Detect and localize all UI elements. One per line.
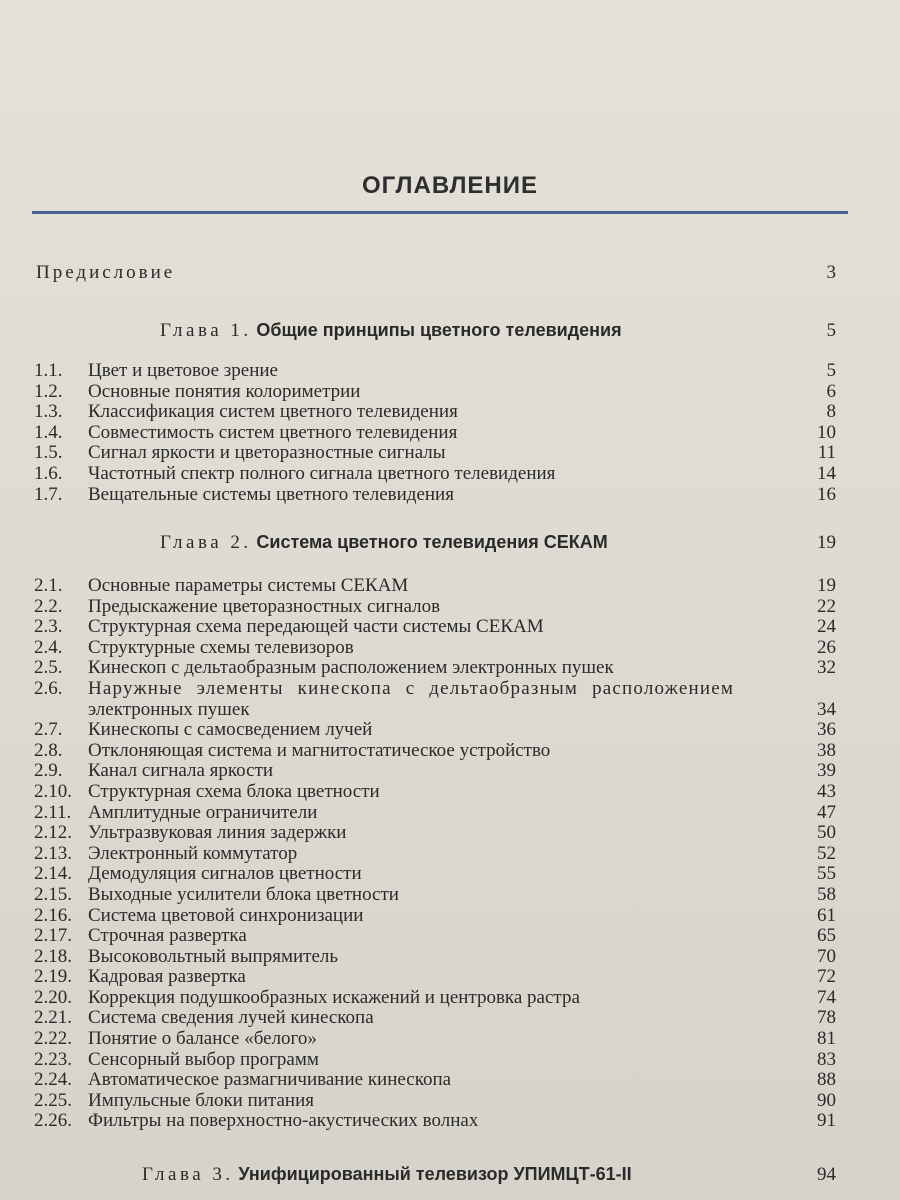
section-page: 43: [817, 780, 836, 802]
section-page: 70: [817, 945, 836, 967]
toc-row: [0, 485, 900, 506]
section-title: Отклоняющая система и магнитостатическое устройство: [88, 739, 551, 761]
section-number: 2.1.: [34, 575, 63, 596]
section-number: 2.24.: [34, 1069, 72, 1091]
page-title: ОГЛАВЛЕНИЕ: [361, 172, 539, 199]
section-number: 1.6.: [34, 462, 63, 484]
toc-row: [0, 1050, 900, 1071]
section-title: Сигнал яркости и цветоразностные сигналы: [88, 442, 446, 464]
section-number: 2.7.: [34, 719, 63, 741]
chapter-1-sections: [0, 361, 900, 505]
section-page: 16: [817, 483, 836, 505]
chapter-prefix: Глава 2.: [160, 532, 252, 553]
chapter-name: Общие принципы цветного телевидения: [256, 320, 622, 340]
section-title: Понятие о балансе «белого»: [88, 1028, 317, 1050]
toc-row: [0, 906, 900, 927]
section-number: 2.19.: [34, 966, 72, 988]
section-number: 1.3.: [34, 401, 63, 423]
section-number: 2.21.: [34, 1007, 72, 1029]
section-title: Частотный спектр полного сигнала цветного телевидения: [88, 462, 556, 484]
preface-label: Предисловие: [36, 262, 176, 283]
chapter-page: 19: [817, 532, 836, 553]
chapter-page: 5: [826, 320, 836, 341]
section-number: 2.11.: [34, 801, 72, 823]
section-number: 2.6.: [34, 677, 63, 699]
chapter-name: Система цветного телевидения СЕКАМ: [256, 532, 608, 552]
section-page: 88: [817, 1069, 836, 1091]
section-page: 8: [826, 401, 836, 423]
section-page: 32: [817, 657, 836, 679]
toc-row: [0, 823, 900, 844]
section-title: Фильтры на поверхностно-акустических волнах: [88, 1110, 479, 1132]
section-title: Структурная схема блока цветности: [88, 780, 380, 802]
section-page: 83: [817, 1048, 836, 1070]
section-number: 2.13.: [34, 842, 72, 864]
toc-row: [0, 443, 900, 464]
section-page: 22: [817, 595, 836, 617]
section-page: 72: [817, 966, 836, 988]
section-page: 81: [817, 1028, 836, 1050]
section-page: 39: [817, 760, 836, 782]
section-page: 19: [817, 575, 836, 596]
section-page: 50: [817, 822, 836, 844]
title-underline: [32, 211, 848, 214]
section-page: 55: [817, 863, 836, 885]
section-number: 2.17.: [34, 925, 72, 947]
toc-row: [0, 361, 900, 382]
section-title: Предыскажение цветоразностных сигналов: [88, 595, 441, 617]
section-title: Ультразвуковая линия задержки: [88, 822, 347, 844]
section-page: 34: [817, 698, 836, 720]
section-page: 36: [817, 719, 836, 741]
section-number: 2.8.: [34, 739, 63, 761]
section-page: 58: [817, 883, 836, 905]
section-page: 10: [817, 421, 836, 443]
section-page: 38: [817, 739, 836, 761]
section-title: Классификация систем цветного телевидения: [88, 401, 458, 423]
section-page: 26: [817, 636, 836, 658]
toc-row: [0, 988, 900, 1009]
chapter-name: Унифицированный телевизор УПИМЦТ-61-II: [238, 1164, 632, 1184]
section-title: Автоматическое размагничивание кинескопа: [88, 1069, 452, 1091]
section-title: Амплитудные ограничители: [88, 801, 318, 823]
section-title: Структурная схема передающей части системы СЕКАМ: [88, 616, 544, 638]
section-number: 2.22.: [34, 1028, 72, 1050]
section-number: 1.5.: [34, 442, 63, 464]
section-number: 2.3.: [34, 616, 63, 638]
section-number: 2.12.: [34, 822, 72, 844]
section-page: 91: [817, 1110, 836, 1132]
section-page: 24: [817, 616, 836, 638]
section-title: Система цветовой синхронизации: [88, 904, 364, 926]
toc-row: [0, 926, 900, 947]
toc-row: [0, 658, 900, 679]
section-page: 5: [826, 360, 836, 381]
toc-row: [0, 720, 900, 741]
chapter-prefix: Глава 1.: [160, 320, 252, 341]
section-title: Основные параметры системы СЕКАМ: [88, 575, 409, 596]
section-number: 2.2.: [34, 595, 63, 617]
section-title: Кинескоп с дельтаобразным расположением электронных пушек: [88, 657, 614, 679]
section-number: 1.2.: [34, 380, 63, 402]
section-page: 52: [817, 842, 836, 864]
section-title: Кадровая развертка: [88, 966, 246, 988]
section-title: Коррекция подушкообразных искажений и центровка растра: [88, 986, 580, 1008]
section-page: 78: [817, 1007, 836, 1029]
section-number: 2.25.: [34, 1089, 72, 1111]
section-title: Цвет и цветовое зрение: [88, 360, 278, 381]
toc-row: [0, 1070, 900, 1091]
section-title: Основные понятия колориметрии: [88, 380, 361, 402]
section-page: 74: [817, 986, 836, 1008]
section-page: 47: [817, 801, 836, 823]
section-number: 2.20.: [34, 986, 72, 1008]
toc-row: [0, 423, 900, 444]
section-number: 2.4.: [34, 636, 63, 658]
section-number: 1.1.: [34, 360, 63, 381]
section-title: Наружные элементы кинескопа с дельтаобразным расположением: [88, 677, 735, 699]
section-title: Сенсорный выбор программ: [88, 1048, 319, 1070]
section-number: 2.16.: [34, 904, 72, 926]
toc-row: [0, 741, 900, 762]
section-title: Электронный коммутатор: [88, 842, 298, 864]
section-title: Кинескопы с самосведением лучей: [88, 719, 373, 741]
toc-row: [0, 947, 900, 968]
section-title: Вещательные системы цветного телевидения: [88, 483, 454, 505]
section-number: 2.14.: [34, 863, 72, 885]
section-number: 2.5.: [34, 657, 63, 679]
section-number: 1.4.: [34, 421, 63, 443]
toc-row: [0, 761, 900, 782]
toc-row: [0, 597, 900, 618]
section-number: 1.7.: [34, 483, 63, 505]
section-title: Выходные усилители блока цветности: [88, 883, 399, 905]
toc-row: [0, 402, 900, 423]
section-title: Совместимость систем цветного телевидения: [88, 421, 458, 443]
toc-row: [0, 576, 900, 597]
toc-row: [0, 844, 900, 865]
toc-row: [0, 679, 900, 700]
toc-row-continuation: [0, 700, 900, 721]
toc-row: [0, 885, 900, 906]
toc-row: [0, 1091, 900, 1112]
section-number: 2.9.: [34, 760, 63, 782]
toc-row: [0, 617, 900, 638]
toc-row: [0, 464, 900, 485]
section-number: 2.26.: [34, 1110, 72, 1132]
section-title: Структурные схемы телевизоров: [88, 636, 354, 658]
section-title: Демодуляция сигналов цветности: [88, 863, 362, 885]
section-page: 61: [817, 904, 836, 926]
chapter-prefix: Глава 3.: [142, 1164, 234, 1185]
toc-row: [0, 382, 900, 403]
toc-row: [0, 638, 900, 659]
section-number: 2.18.: [34, 945, 72, 967]
section-title: Высоковольтный выпрямитель: [88, 945, 339, 967]
toc-row: [0, 1029, 900, 1050]
toc-row: [0, 1008, 900, 1029]
section-number: 2.10.: [34, 780, 72, 802]
section-page: 90: [817, 1089, 836, 1111]
chapter-2-sections: [0, 576, 900, 1132]
toc-row: [0, 782, 900, 803]
preface-entry: [36, 262, 836, 284]
section-page: 14: [817, 462, 836, 484]
chapter-page: 94: [817, 1164, 836, 1185]
section-title: Импульсные блоки питания: [88, 1089, 314, 1111]
section-number: 2.15.: [34, 883, 72, 905]
section-title: электронных пушек: [88, 698, 250, 720]
section-title: Канал сигнала яркости: [88, 760, 274, 782]
toc-row: [0, 1111, 900, 1132]
section-page: 65: [817, 925, 836, 947]
toc-row: [0, 803, 900, 824]
section-number: 2.23.: [34, 1048, 72, 1070]
section-page: 6: [826, 380, 836, 402]
toc-row: [0, 864, 900, 885]
toc-row: [0, 967, 900, 988]
section-title: Система сведения лучей кинескопа: [88, 1007, 374, 1029]
preface-page: 3: [826, 262, 836, 283]
section-title: Строчная развертка: [88, 925, 247, 947]
section-page: 11: [817, 442, 836, 464]
